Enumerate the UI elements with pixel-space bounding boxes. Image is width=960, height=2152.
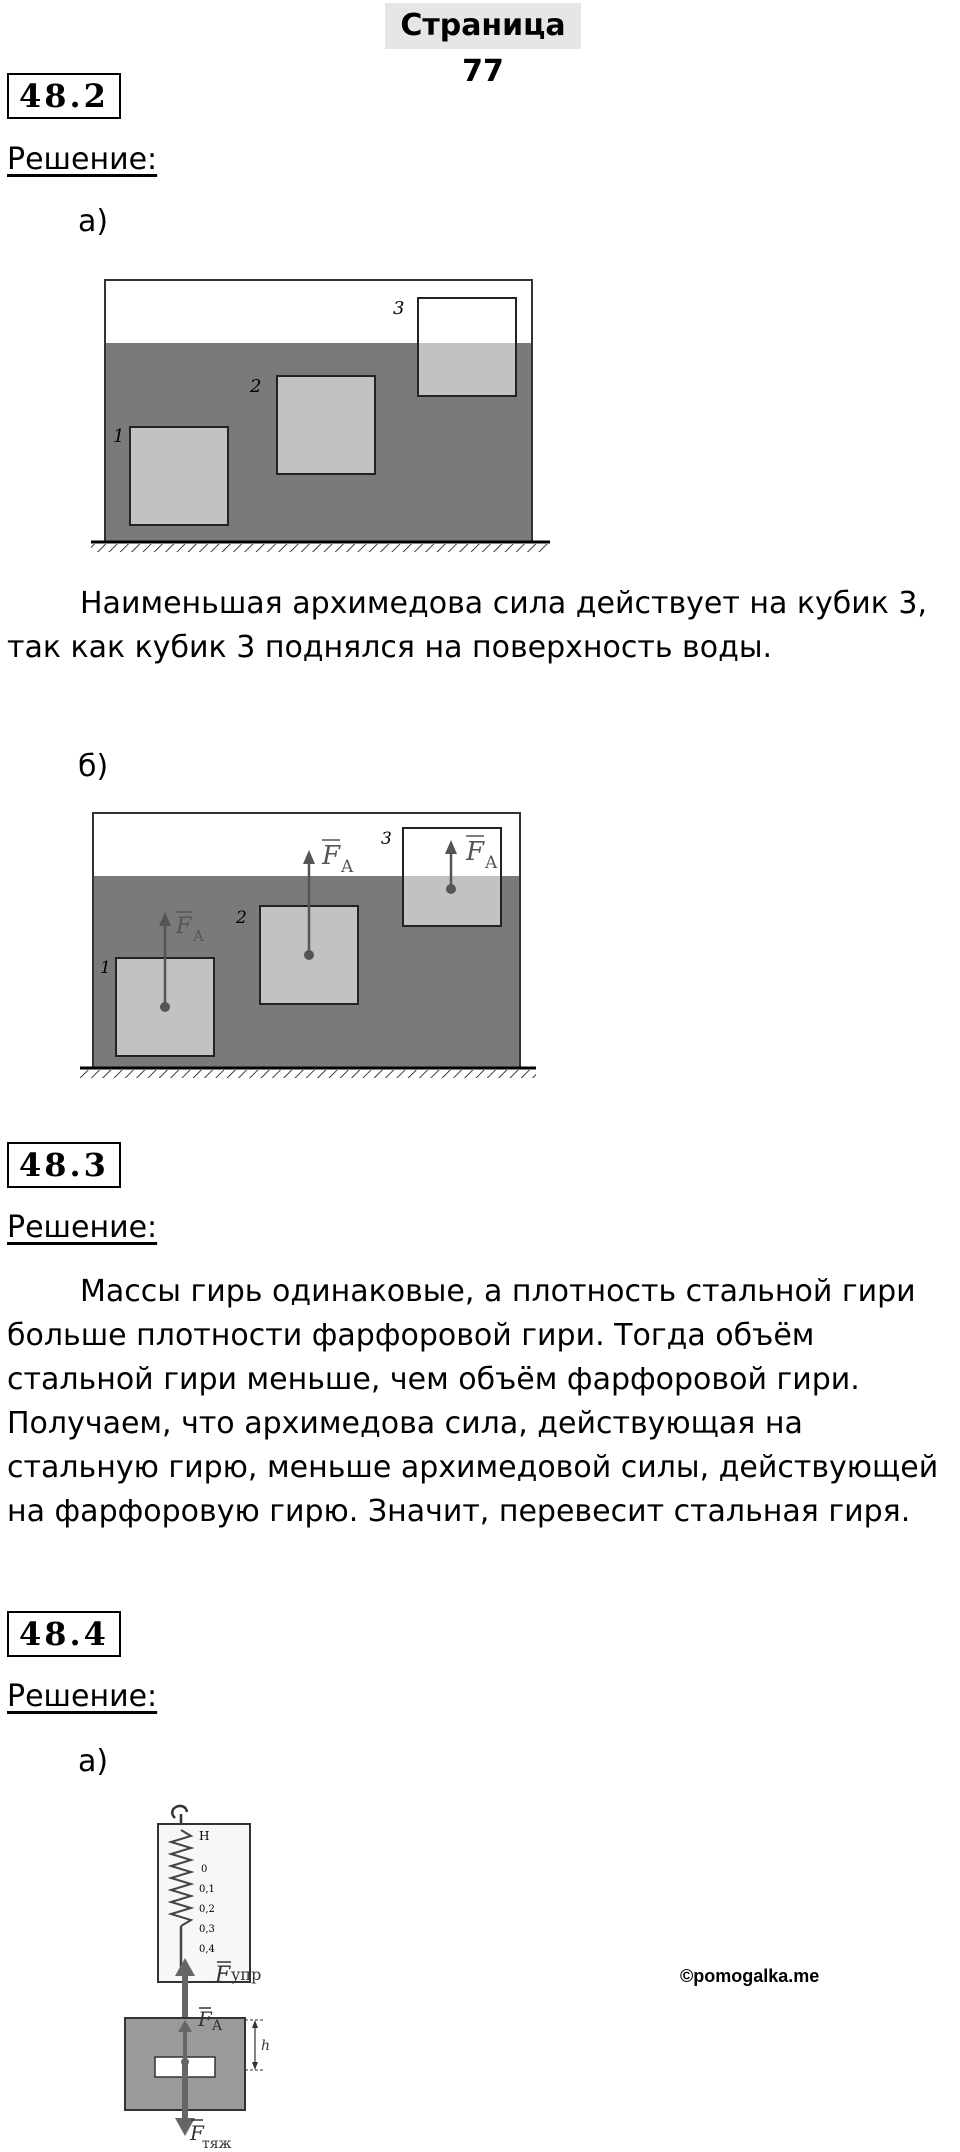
- force-symbol: F: [322, 841, 341, 871]
- figure-cubes-b: [78, 808, 548, 1083]
- force-subscript: A: [485, 853, 498, 873]
- force-subscript: упр: [231, 1965, 262, 1984]
- force-a-label: [197, 2007, 223, 2034]
- force-symbol: F: [466, 837, 485, 867]
- scale-tick: 0,4: [199, 1944, 215, 1955]
- cube-label-1: 1: [100, 958, 111, 978]
- paragraph-48-2-a: Наименьшая архимедова сила действует на кубик 3, так как кубик 3 поднялся на поверхность воды.: [7, 586, 928, 665]
- force-symbol: F: [190, 2121, 204, 2145]
- figure-dynamometer-svg: [95, 1800, 295, 2152]
- paragraph-48-3: Массы гирь одинаковые, а плотность стальной гири больше плотности фарфоровой гири. Тогда объём стальной гири меньше, чем объём фарфоровой гири. Получаем, что архимедова сила, действующая на стальную гирю, меньше архимедовой силы, действующей на фарфоровую гирю. Значит, перевесит стальная гиря.: [7, 1274, 939, 1529]
- force-subscript: A: [341, 857, 354, 877]
- task-number-48-2: 48.2: [7, 73, 121, 119]
- page-title: Страница 77: [385, 3, 581, 49]
- watermark: ©pomogalka.me: [680, 1966, 820, 1986]
- cube-label-1: 1: [113, 426, 125, 447]
- force-upr-label: [214, 1962, 261, 1988]
- task-number-48-4: 48.4: [7, 1611, 121, 1657]
- part-label-a: а): [78, 1744, 109, 1779]
- scale-tick: 0,1: [199, 1884, 215, 1895]
- scale-unit: Н: [199, 1829, 210, 1843]
- cube-label-2: 2: [236, 908, 247, 928]
- scale-tick: 0: [201, 1864, 208, 1875]
- figure-dynamometer: [95, 1800, 295, 2152]
- force-subscript: A: [193, 927, 204, 945]
- force-subscript: A: [212, 2018, 223, 2034]
- figure-cubes-a: [85, 270, 555, 565]
- force-g-label: [189, 2120, 232, 2152]
- solution-label: Решение:: [7, 142, 158, 177]
- solution-label: Решение:: [7, 1679, 158, 1714]
- force-symbol: F: [198, 2007, 212, 2031]
- solution-label: Решение:: [7, 1210, 158, 1245]
- cube-label-2: 2: [250, 376, 262, 397]
- height-label: h: [261, 2038, 271, 2054]
- figure-cubes-b-svg: [78, 808, 548, 1083]
- force-symbol: F: [176, 914, 192, 939]
- figure-cubes-a-svg: [85, 270, 555, 565]
- scale-tick: 0,3: [199, 1924, 215, 1935]
- scale-tick: 0,2: [199, 1904, 215, 1915]
- cube-label-3: 3: [381, 829, 392, 849]
- part-label-b: б): [78, 749, 109, 784]
- task-number-48-3: 48.3: [7, 1142, 121, 1188]
- cube-label-3: 3: [393, 298, 405, 319]
- part-label-a: а): [78, 204, 109, 239]
- force-subscript: тяж: [202, 2136, 232, 2152]
- force-symbol: F: [215, 1963, 231, 1988]
